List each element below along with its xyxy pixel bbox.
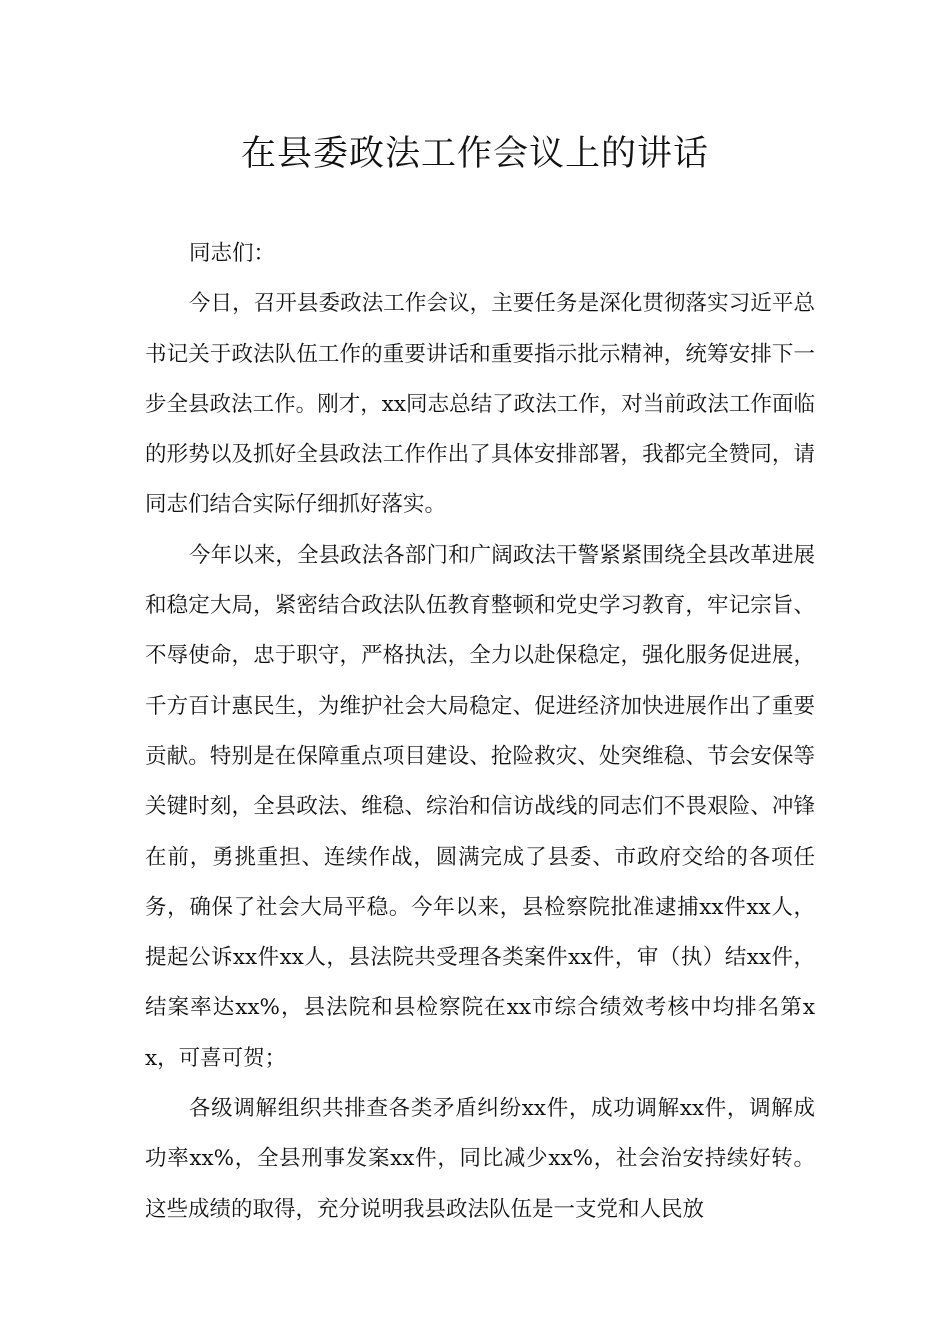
document-title: 在县委政法工作会议上的讲话 [240,134,709,174]
paragraph-2: 今年以来，全县政法各部门和广阔政法干警紧紧围绕全县改革进展和稳定大局，紧密结合政法队伍教育整顿和党史学习教育，牢记宗旨、不辱使命，忠于职守，严格执法，全力以赴保稳定，强化服务促进展，千方百计惠民生，为维护社会大局稳定、促进经济加快进展作出了重要贡献。特别是在保障重点项目建设、抢险救灾、处突维稳、节会安保等关键时刻，全县政法、维稳、综治和信访战线的同志们不畏艰险、冲锋在前，勇挑重担、连续作战，圆满完成了县委、市政府交给的各项任务，确保了社会大局平稳。今年以来，县检察院批准逮捕xx件xx人，提起公诉xx件xx人，县法院共受理各类案件xx件，审（执）结xx件，结案率达xx%，县法院和县检察院在xx市综合绩效考核中均排名第xx，可喜可贺； [145,542,815,1071]
document-body [145,229,815,1235]
paragraph-3: 各级调解组织共排查各类矛盾纠纷xx件，成功调解xx件，调解成功率xx%，全县刑事发案xx件，同比减少xx%，社会治安持续好转。这些成绩的取得，充分说明我县政法队伍是一支党和人民放 [145,1096,815,1222]
salutation: 同志们： [189,241,276,266]
paragraph-1: 今日，召开县委政法工作会议，主要任务是深化贯彻落实习近平总书记关于政法队伍工作的重要讲话和重要指示批示精神，统筹安排下一步全县政法工作。刚才，xx同志总结了政法工作，对当前政法工作面临的形势以及抓好全县政法工作作出了具体安排部署，我都完全赞同，请同志们结合实际仔细抓好落实。 [145,291,815,518]
